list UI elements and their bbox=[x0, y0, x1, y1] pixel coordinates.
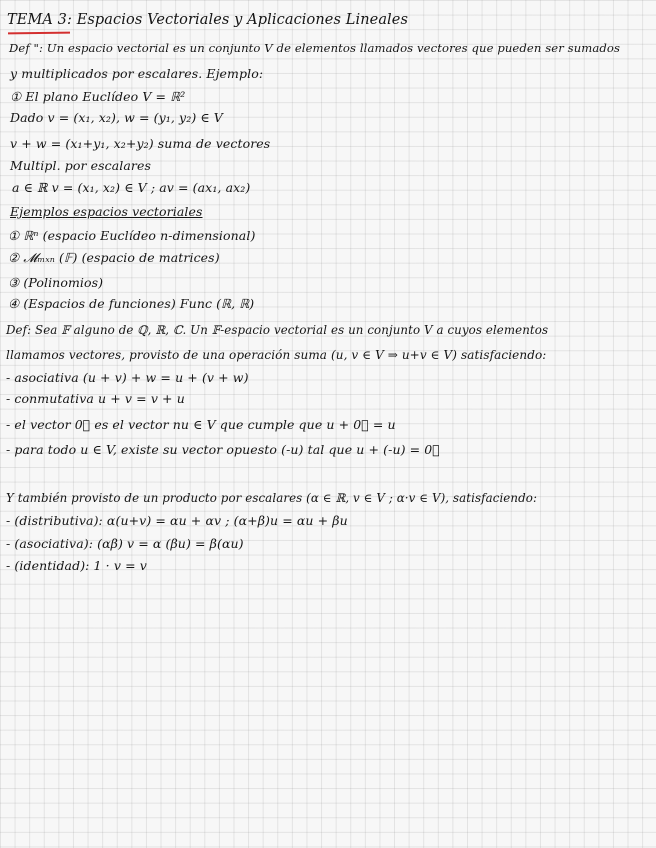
def-f-vector-space-line-2: llamamos vectores, provisto de una operación suma (u, v ∈ V ⇒ u+v ∈ V) satisfaciendo: bbox=[6, 348, 547, 362]
axiom-commutative: - conmutativa u + v = v + u bbox=[6, 391, 185, 406]
example-euclidean-plane: ① El plano Euclídeo V = ℝ² bbox=[10, 89, 186, 104]
axiom-distributive: - (distributiva): α(u+v) = αu + αv ; (α+β)u = αu + βu bbox=[6, 513, 348, 528]
axiom-identity: - (identidad): 1 · v = v bbox=[6, 558, 147, 573]
page-title: TEMA 3: Espacios Vectoriales y Aplicaciones Lineales bbox=[7, 12, 409, 28]
def-f-vector-space-line-1: Def: Sea 𝔽 alguno de ℚ, ℝ, ℂ. Un 𝔽-espacio vectorial es un conjunto V a cuyos elementos bbox=[6, 323, 549, 337]
scalar-multiplication-heading: Multipl. por escalares bbox=[10, 158, 151, 173]
axiom-associative-scalar: - (asociativa): (αβ) v = α (βu) = β(αu) bbox=[6, 536, 244, 551]
example-matrices: ② 𝓜ₘₓₙ (𝔽) (espacio de matrices) bbox=[8, 250, 220, 265]
axiom-associative-sum: - asociativa (u + v) + w = u + (v + w) bbox=[6, 370, 249, 385]
example-given-vectors: Dado v = (x₁, x₂), w = (y₁, y₂) ∈ V bbox=[10, 110, 223, 125]
example-functions: ④ (Espacios de funciones) Func (ℝ, ℝ) bbox=[8, 296, 255, 311]
axiom-zero-vector: - el vector 0⃗ es el vector nu ∈ V que cumple que u + 0⃗ = u bbox=[6, 417, 396, 432]
example-rn: ① ℝⁿ (espacio Euclídeo n-dimensional) bbox=[8, 228, 256, 243]
scalar-multiplication-formula: a ∈ ℝ v = (x₁, x₂) ∈ V ; av = (ax₁, ax₂) bbox=[12, 180, 251, 195]
axiom-opposite-vector: - para todo u ∈ V, existe su vector opuesto (-u) tal que u + (-u) = 0⃗ bbox=[6, 442, 440, 457]
example-vector-sum: v + w = (x₁+y₁, x₂+y₂) suma de vectores bbox=[10, 136, 271, 151]
examples-heading: Ejemplos espacios vectoriales bbox=[10, 204, 203, 219]
def-vector-space-line-2: y multiplicados por escalares. Ejemplo: bbox=[10, 66, 264, 81]
example-polynomials: ③ (Polinomios) bbox=[8, 275, 104, 290]
def-vector-space-line-1: Def ": Un espacio vectorial es un conjunto V de elementos llamados vectores que pueden ser sumados bbox=[9, 41, 621, 55]
scalar-product-intro: Y también provisto de un producto por escalares (α ∈ ℝ, v ∈ V ; α·v ∈ V), satisfaciendo: bbox=[6, 491, 538, 505]
title-underline bbox=[8, 32, 70, 35]
